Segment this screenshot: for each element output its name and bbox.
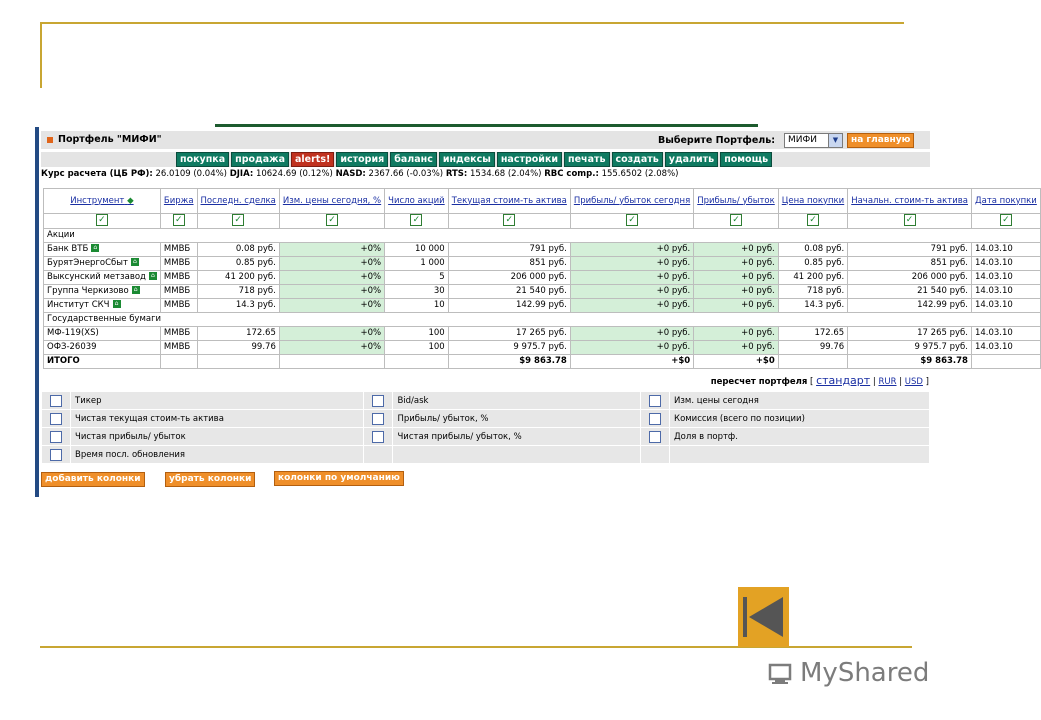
empty-option-cell bbox=[670, 446, 930, 464]
bullet-icon bbox=[47, 137, 53, 143]
rates-line bbox=[41, 169, 678, 179]
change-cell: +0% bbox=[279, 340, 384, 354]
checkbox-cell bbox=[197, 214, 279, 229]
total-pl-today: +$0 bbox=[570, 354, 693, 368]
section-row bbox=[44, 228, 1041, 242]
pl-cell: +0 руб. bbox=[694, 270, 779, 284]
options-row bbox=[42, 428, 930, 446]
portfolio-title: Портфель "МИФИ" bbox=[58, 134, 162, 145]
change-cell: +0% bbox=[279, 284, 384, 298]
instrument-cell bbox=[44, 270, 161, 284]
exchange-cell: ММВБ bbox=[160, 256, 197, 270]
column-checkbox[interactable]: ✓ bbox=[1000, 214, 1012, 226]
home-button[interactable]: на главную bbox=[847, 133, 914, 148]
table-row bbox=[44, 340, 1041, 354]
checkbox-cell bbox=[570, 214, 693, 229]
instrument-cell: МФ-119(XS) bbox=[44, 326, 161, 340]
buy-price-cell: 718 руб. bbox=[778, 284, 847, 298]
change-cell: +0% bbox=[279, 242, 384, 256]
instrument-cell: ОФЗ-26039 bbox=[44, 340, 161, 354]
option-checkbox[interactable] bbox=[50, 413, 62, 425]
tab-delete[interactable]: удалить bbox=[665, 152, 718, 167]
checkbox-cell bbox=[778, 214, 847, 229]
option-label: Чистая прибыль/ убыток, % bbox=[393, 428, 641, 446]
col-header-initial-value[interactable]: Начальн. стоим-ть актива bbox=[848, 189, 972, 214]
empty-cell bbox=[778, 354, 847, 368]
current-value-cell: 206 000 руб. bbox=[448, 270, 570, 284]
rbc-label: RBC comp.: bbox=[544, 169, 599, 179]
slide-left-rule bbox=[40, 22, 42, 88]
option-checkbox[interactable] bbox=[50, 449, 62, 461]
option-checkbox[interactable] bbox=[649, 413, 661, 425]
option-checkbox-cell bbox=[42, 410, 71, 428]
instrument-name: Банк ВТБ bbox=[47, 243, 89, 254]
buy-date-cell: 14.03.10 bbox=[971, 256, 1040, 270]
option-checkbox[interactable] bbox=[50, 395, 62, 407]
option-label: Чистая текущая стоим-ть актива bbox=[71, 410, 364, 428]
portfolio-header bbox=[41, 131, 930, 149]
chart-icon[interactable]: ⌂ bbox=[113, 300, 121, 308]
option-checkbox-cell bbox=[42, 428, 71, 446]
checkbox-cell bbox=[160, 214, 197, 229]
current-value-cell: 9 975.7 руб. bbox=[448, 340, 570, 354]
option-checkbox-cell bbox=[364, 392, 393, 410]
option-label: Комиссия (всего по позиции) bbox=[670, 410, 930, 428]
instrument-name: Выксунский метзавод bbox=[47, 271, 146, 282]
rate-djia: 10624.69 (0.12%) bbox=[255, 169, 333, 179]
column-checkbox[interactable]: ✓ bbox=[807, 214, 819, 226]
slide-top-rule bbox=[40, 22, 904, 24]
option-label: Прибыль/ убыток, % bbox=[393, 410, 641, 428]
col-header-buy-date[interactable]: Дата покупки bbox=[971, 189, 1040, 214]
option-checkbox-cell bbox=[364, 428, 393, 446]
buy-date-cell: 14.03.10 bbox=[971, 340, 1040, 354]
section-stocks: Акции bbox=[44, 228, 1041, 242]
buy-price-cell: 172.65 bbox=[778, 326, 847, 340]
checkbox-cell bbox=[971, 214, 1040, 229]
current-value-cell: 142.99 руб. bbox=[448, 298, 570, 312]
column-options bbox=[41, 391, 930, 464]
empty-option-cell bbox=[641, 446, 670, 464]
last-cell: 14.3 руб. bbox=[197, 298, 279, 312]
pl-cell: +0 руб. bbox=[694, 326, 779, 340]
exchange-cell: ММВБ bbox=[160, 270, 197, 284]
tab-balance[interactable]: баланс bbox=[390, 152, 437, 167]
tab-alerts[interactable]: alerts! bbox=[291, 152, 334, 167]
buy-price-cell: 0.85 руб. bbox=[778, 256, 847, 270]
change-cell: +0% bbox=[279, 326, 384, 340]
options-row bbox=[42, 446, 930, 464]
option-checkbox-cell bbox=[42, 446, 71, 464]
table-row bbox=[44, 256, 1041, 270]
initial-value-cell: 791 руб. bbox=[848, 242, 972, 256]
buy-date-cell: 14.03.10 bbox=[971, 284, 1040, 298]
last-cell: 41 200 руб. bbox=[197, 270, 279, 284]
chart-icon[interactable]: ⌂ bbox=[132, 286, 140, 294]
option-checkbox-cell bbox=[641, 428, 670, 446]
portfolio-app bbox=[35, 127, 1037, 497]
initial-value-cell: 851 руб. bbox=[848, 256, 972, 270]
col-header-exchange[interactable]: Биржа bbox=[160, 189, 197, 214]
last-cell: 0.08 руб. bbox=[197, 242, 279, 256]
checkbox-cell bbox=[848, 214, 972, 229]
pl-today-cell: +0 руб. bbox=[570, 256, 693, 270]
option-checkbox-cell bbox=[641, 410, 670, 428]
option-label: Тикер bbox=[71, 392, 364, 410]
recalc-usd-link[interactable]: USD bbox=[904, 377, 923, 387]
rate-nasd: 2367.66 (-0.03%) bbox=[368, 169, 444, 179]
back-arrow-icon bbox=[749, 597, 785, 637]
myshared-logo-icon bbox=[768, 662, 796, 686]
table-row bbox=[44, 298, 1041, 312]
option-label: Время посл. обновления bbox=[71, 446, 364, 464]
instrument-name: Институт СКЧ bbox=[47, 299, 110, 310]
section-bonds: Государственные бумаги bbox=[44, 312, 1041, 326]
last-cell: 99.76 bbox=[197, 340, 279, 354]
current-value-cell: 851 руб. bbox=[448, 256, 570, 270]
total-row bbox=[44, 354, 1041, 368]
tab-settings[interactable]: настройки bbox=[497, 152, 562, 167]
djia-label: DJIA: bbox=[229, 169, 254, 179]
option-checkbox-cell bbox=[364, 410, 393, 428]
buy-date-cell: 14.03.10 bbox=[971, 270, 1040, 284]
last-cell: 172.65 bbox=[197, 326, 279, 340]
buy-date-cell: 14.03.10 bbox=[971, 242, 1040, 256]
pl-today-cell: +0 руб. bbox=[570, 340, 693, 354]
option-checkbox[interactable] bbox=[50, 431, 62, 443]
initial-value-cell: 9 975.7 руб. bbox=[848, 340, 972, 354]
empty-option-cell bbox=[364, 446, 393, 464]
total-initial-value: $9 863.78 bbox=[848, 354, 972, 368]
option-label: Чистая прибыль/ убыток bbox=[71, 428, 364, 446]
instrument-name: Группа Черкизово bbox=[47, 285, 129, 296]
checkbox-cell bbox=[448, 214, 570, 229]
options-row bbox=[42, 392, 930, 410]
checkbox-cell bbox=[279, 214, 384, 229]
col-header-buy-price[interactable]: Цена покупки bbox=[778, 189, 847, 214]
checkbox-cell bbox=[44, 214, 161, 229]
recalc-standard-link[interactable]: стандарт bbox=[816, 374, 871, 387]
empty-cell bbox=[385, 354, 449, 368]
rate-rts: 1534.68 (2.04%) bbox=[470, 169, 542, 179]
section-row bbox=[44, 312, 1041, 326]
table-row bbox=[44, 242, 1041, 256]
col-header-last[interactable]: Последн. сделка bbox=[197, 189, 279, 214]
current-value-cell: 791 руб. bbox=[448, 242, 570, 256]
column-checkbox[interactable]: ✓ bbox=[730, 214, 742, 226]
qty-cell: 100 bbox=[385, 326, 449, 340]
exchange-cell: ММВБ bbox=[160, 242, 197, 256]
instrument-cell bbox=[44, 284, 161, 298]
chevron-down-icon[interactable]: ▼ bbox=[828, 134, 842, 147]
column-checkbox[interactable]: ✓ bbox=[410, 214, 422, 226]
tab-indexes[interactable]: индексы bbox=[439, 152, 495, 167]
column-checkbox[interactable]: ✓ bbox=[232, 214, 244, 226]
option-label: Bid/ask bbox=[393, 392, 641, 410]
instrument-cell bbox=[44, 242, 161, 256]
option-checkbox[interactable] bbox=[372, 431, 384, 443]
remove-columns-button[interactable]: убрать колонки bbox=[165, 472, 255, 487]
back-bar-icon bbox=[743, 597, 747, 637]
total-current-value: $9 863.78 bbox=[448, 354, 570, 368]
total-label: ИТОГО bbox=[44, 354, 161, 368]
buy-price-cell: 99.76 bbox=[778, 340, 847, 354]
recalc-rur-link[interactable]: RUR bbox=[878, 377, 897, 387]
qty-cell: 1 000 bbox=[385, 256, 449, 270]
empty-cell bbox=[971, 354, 1040, 368]
empty-cell bbox=[160, 354, 197, 368]
logo-text: MyShared bbox=[800, 658, 930, 688]
column-checkbox[interactable]: ✓ bbox=[626, 214, 638, 226]
instrument-name: БурятЭнергоСбыт bbox=[47, 257, 128, 268]
option-checkbox[interactable] bbox=[372, 395, 384, 407]
option-label: Доля в портф. bbox=[670, 428, 930, 446]
recalc-label: пересчет портфеля bbox=[710, 377, 808, 387]
tab-buy[interactable]: покупка bbox=[176, 152, 229, 167]
table-row bbox=[44, 326, 1041, 340]
option-label: Изм. цены сегодня bbox=[670, 392, 930, 410]
buy-date-cell: 14.03.10 bbox=[971, 298, 1040, 312]
exchange-cell: ММВБ bbox=[160, 340, 197, 354]
last-cell: 0.85 руб. bbox=[197, 256, 279, 270]
sort-icon[interactable]: ◆ bbox=[127, 195, 134, 206]
column-checkbox[interactable]: ✓ bbox=[96, 214, 108, 226]
myshared-logo bbox=[768, 658, 929, 688]
pl-cell: +0 руб. bbox=[694, 298, 779, 312]
qty-cell: 100 bbox=[385, 340, 449, 354]
col-header-instrument[interactable] bbox=[44, 189, 161, 214]
pl-today-cell: +0 руб. bbox=[570, 298, 693, 312]
empty-cell bbox=[279, 354, 384, 368]
portfolio-select-label: Выберите Портфель: bbox=[658, 135, 776, 146]
chart-icon[interactable]: ⌂ bbox=[91, 244, 99, 252]
pl-today-cell: +0 руб. bbox=[570, 242, 693, 256]
nasd-label: NASD: bbox=[335, 169, 366, 179]
table-row bbox=[44, 270, 1041, 284]
pl-today-cell: +0 руб. bbox=[570, 270, 693, 284]
exchange-cell: ММВБ bbox=[160, 284, 197, 298]
buy-price-cell: 41 200 руб. bbox=[778, 270, 847, 284]
option-checkbox-cell bbox=[42, 392, 71, 410]
option-checkbox[interactable] bbox=[649, 395, 661, 407]
initial-value-cell: 142.99 руб. bbox=[848, 298, 972, 312]
pl-cell: +0 руб. bbox=[694, 256, 779, 270]
add-columns-button[interactable]: добавить колонки bbox=[41, 472, 145, 487]
empty-cell bbox=[197, 354, 279, 368]
option-checkbox-cell bbox=[641, 392, 670, 410]
default-columns-button[interactable]: колонки по умолчанию bbox=[274, 471, 404, 486]
column-checkbox[interactable]: ✓ bbox=[173, 214, 185, 226]
current-value-cell: 21 540 руб. bbox=[448, 284, 570, 298]
portfolio-nav bbox=[176, 152, 774, 167]
tab-history[interactable]: история bbox=[336, 152, 388, 167]
current-value-cell: 17 265 руб. bbox=[448, 326, 570, 340]
rate-cb: 26.0109 (0.04%) bbox=[155, 169, 228, 179]
col-header-change[interactable]: Изм. цены сегодня, % bbox=[279, 189, 384, 214]
tab-sell[interactable]: продажа bbox=[231, 152, 289, 167]
pl-cell: +0 руб. bbox=[694, 284, 779, 298]
checkbox-row bbox=[44, 214, 1041, 229]
option-checkbox[interactable] bbox=[372, 413, 384, 425]
chart-icon[interactable]: ⌂ bbox=[149, 272, 157, 280]
pl-today-cell: +0 руб. bbox=[570, 284, 693, 298]
col-header-pl[interactable]: Прибыль/ убыток bbox=[694, 189, 779, 214]
rts-label: RTS: bbox=[445, 169, 468, 179]
change-cell: +0% bbox=[279, 298, 384, 312]
empty-option-cell bbox=[393, 446, 641, 464]
instrument-cell bbox=[44, 256, 161, 270]
exchange-cell: ММВБ bbox=[160, 326, 197, 340]
initial-value-cell: 206 000 руб. bbox=[848, 270, 972, 284]
col-header-pl-today[interactable]: Прибыль/ убыток сегодня bbox=[570, 189, 693, 214]
tab-help[interactable]: помощь bbox=[720, 152, 772, 167]
tab-create[interactable]: создать bbox=[612, 152, 663, 167]
total-pl: +$0 bbox=[694, 354, 779, 368]
initial-value-cell: 17 265 руб. bbox=[848, 326, 972, 340]
table-row bbox=[44, 284, 1041, 298]
initial-value-cell: 21 540 руб. bbox=[848, 284, 972, 298]
table-header-row bbox=[44, 189, 1041, 214]
col-header-qty[interactable]: Число акций bbox=[385, 189, 449, 214]
column-checkbox[interactable]: ✓ bbox=[503, 214, 515, 226]
qty-cell: 10 000 bbox=[385, 242, 449, 256]
rates-label: Курс расчета (ЦБ РФ): bbox=[41, 169, 153, 179]
rate-rbc: 155.6502 (2.08%) bbox=[601, 169, 679, 179]
exchange-cell: ММВБ bbox=[160, 298, 197, 312]
qty-cell: 10 bbox=[385, 298, 449, 312]
recalc-bar: пересчет портфеля [ стандарт | RUR | USD ] bbox=[710, 374, 929, 387]
checkbox-cell bbox=[385, 214, 449, 229]
checkbox-cell bbox=[694, 214, 779, 229]
pl-cell: +0 руб. bbox=[694, 340, 779, 354]
pl-today-cell: +0 руб. bbox=[570, 326, 693, 340]
option-checkbox[interactable] bbox=[649, 431, 661, 443]
options-row bbox=[42, 410, 930, 428]
last-cell: 718 руб. bbox=[197, 284, 279, 298]
portfolio-select[interactable] bbox=[784, 133, 843, 148]
pl-cell: +0 руб. bbox=[694, 242, 779, 256]
buy-price-cell: 0.08 руб. bbox=[778, 242, 847, 256]
buy-price-cell: 14.3 руб. bbox=[778, 298, 847, 312]
chart-icon[interactable]: ⌂ bbox=[131, 258, 139, 266]
portfolio-table bbox=[43, 188, 1041, 369]
change-cell: +0% bbox=[279, 256, 384, 270]
qty-cell: 30 bbox=[385, 284, 449, 298]
slide-back-button[interactable] bbox=[738, 587, 789, 647]
app-left-bar bbox=[35, 127, 39, 497]
tab-print[interactable]: печать bbox=[564, 152, 609, 167]
buy-date-cell: 14.03.10 bbox=[971, 326, 1040, 340]
qty-cell: 5 bbox=[385, 270, 449, 284]
instrument-cell bbox=[44, 298, 161, 312]
column-checkbox[interactable]: ✓ bbox=[904, 214, 916, 226]
sort-link[interactable]: Инструмент bbox=[70, 195, 125, 206]
portfolio-select-value: МИФИ bbox=[788, 135, 817, 145]
change-cell: +0% bbox=[279, 270, 384, 284]
col-header-current-value[interactable]: Текущая стоим-ть актива bbox=[448, 189, 570, 214]
column-checkbox[interactable]: ✓ bbox=[326, 214, 338, 226]
